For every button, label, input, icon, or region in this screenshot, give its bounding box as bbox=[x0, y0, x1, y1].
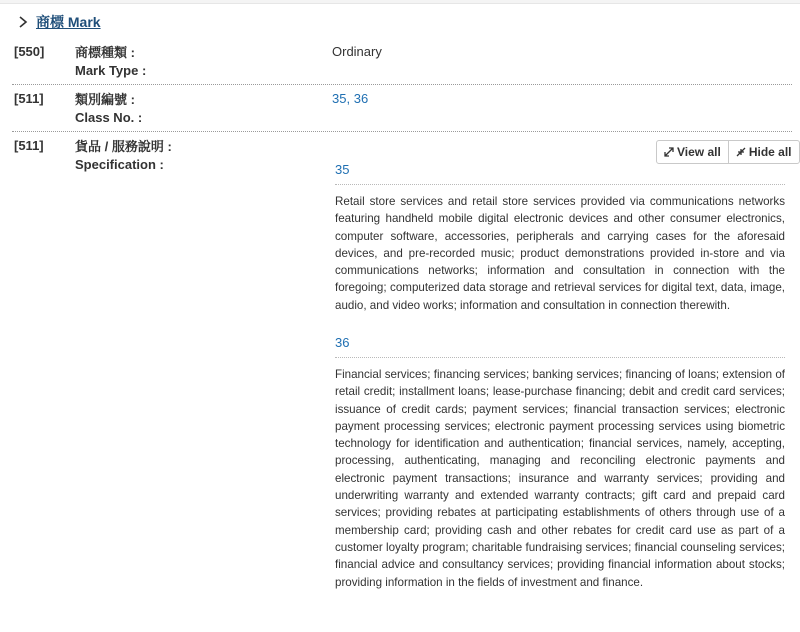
trademark-panel bbox=[0, 3, 800, 632]
spec-description: Financial services; financing services; banking services; financing of loans; extension of retail credit; installment loans; lease-purchase financing; debit and credit card services; issuance of credit cards; payment services; financial transaction services; electronic payment processing services; electronic payment processing services using biometric technology for identification and authentication; financial services, namely, accepting, processing, authenticating, managing and reconciling electronic payments and electronic payment transactions; insurance and warranty services; providing and underwriting warranty and extended warranty contracts; gift card and prepaid card services; providing rebates at participating establishments of others through use of a membership card; providing cash and other rebates for credit card use as part of a customer loyalty program; charitable fundraising services; financial counseling services; financial advice and consultancy services; providing financial information about stocks; providing information in the fields of investment and finance. bbox=[335, 368, 785, 589]
mark-type-value: Ordinary bbox=[332, 44, 382, 59]
spec-class-heading[interactable]: 36 bbox=[335, 335, 785, 358]
field-label bbox=[75, 91, 142, 127]
expand-icon bbox=[664, 147, 674, 157]
class-separator: , bbox=[346, 91, 351, 106]
field-label-en: Mark Type : bbox=[75, 63, 147, 78]
field-code: [550] bbox=[14, 44, 45, 59]
field-label-zh: 商標種類 : bbox=[75, 45, 135, 60]
field-label bbox=[75, 138, 172, 174]
chevron-right-icon bbox=[16, 15, 30, 29]
row-mark-type bbox=[12, 44, 792, 80]
view-all-label: View all bbox=[677, 145, 721, 159]
section-header-mark[interactable] bbox=[16, 12, 101, 32]
row-divider bbox=[12, 131, 792, 132]
field-label bbox=[75, 44, 146, 80]
hide-all-button[interactable] bbox=[728, 141, 799, 163]
spec-block-35 bbox=[335, 162, 785, 314]
class-link-35[interactable]: 35 bbox=[332, 91, 347, 106]
hide-all-label: Hide all bbox=[748, 145, 792, 159]
field-label-en: Specification : bbox=[75, 157, 164, 172]
field-label-zh: 類別編號 : bbox=[75, 92, 135, 107]
row-divider bbox=[12, 84, 792, 85]
view-all-button[interactable] bbox=[657, 141, 728, 163]
spec-class-heading[interactable]: 35 bbox=[335, 162, 785, 185]
spec-block-36 bbox=[335, 335, 785, 591]
class-no-value bbox=[332, 91, 368, 106]
section-title[interactable]: 商標 Mark bbox=[36, 14, 101, 30]
expand-toggle-group bbox=[656, 140, 800, 164]
field-label-zh: 貨品 / 服務說明 : bbox=[75, 139, 172, 154]
field-label-en: Class No. : bbox=[75, 110, 143, 125]
field-code: [511] bbox=[14, 91, 44, 106]
class-link-36[interactable]: 36 bbox=[353, 91, 369, 106]
collapse-icon bbox=[736, 147, 746, 157]
row-class-no bbox=[12, 91, 792, 127]
spec-description: Retail store services and retail store services provided via communications networks featuring handheld mobile digital electronic devices and other consumer electronics, computer software, accessories, peripherals and carrying cases for the aforesaid devices, and pre-recorded music; product demonstrations provided in-store and via communications networks; information and consultation in connection with the foregoing; computerized data storage and retrieval services for digital text, data, image, audio, and video works; information and consultation in connection therewith. bbox=[335, 195, 785, 312]
field-code: [511] bbox=[14, 138, 44, 153]
